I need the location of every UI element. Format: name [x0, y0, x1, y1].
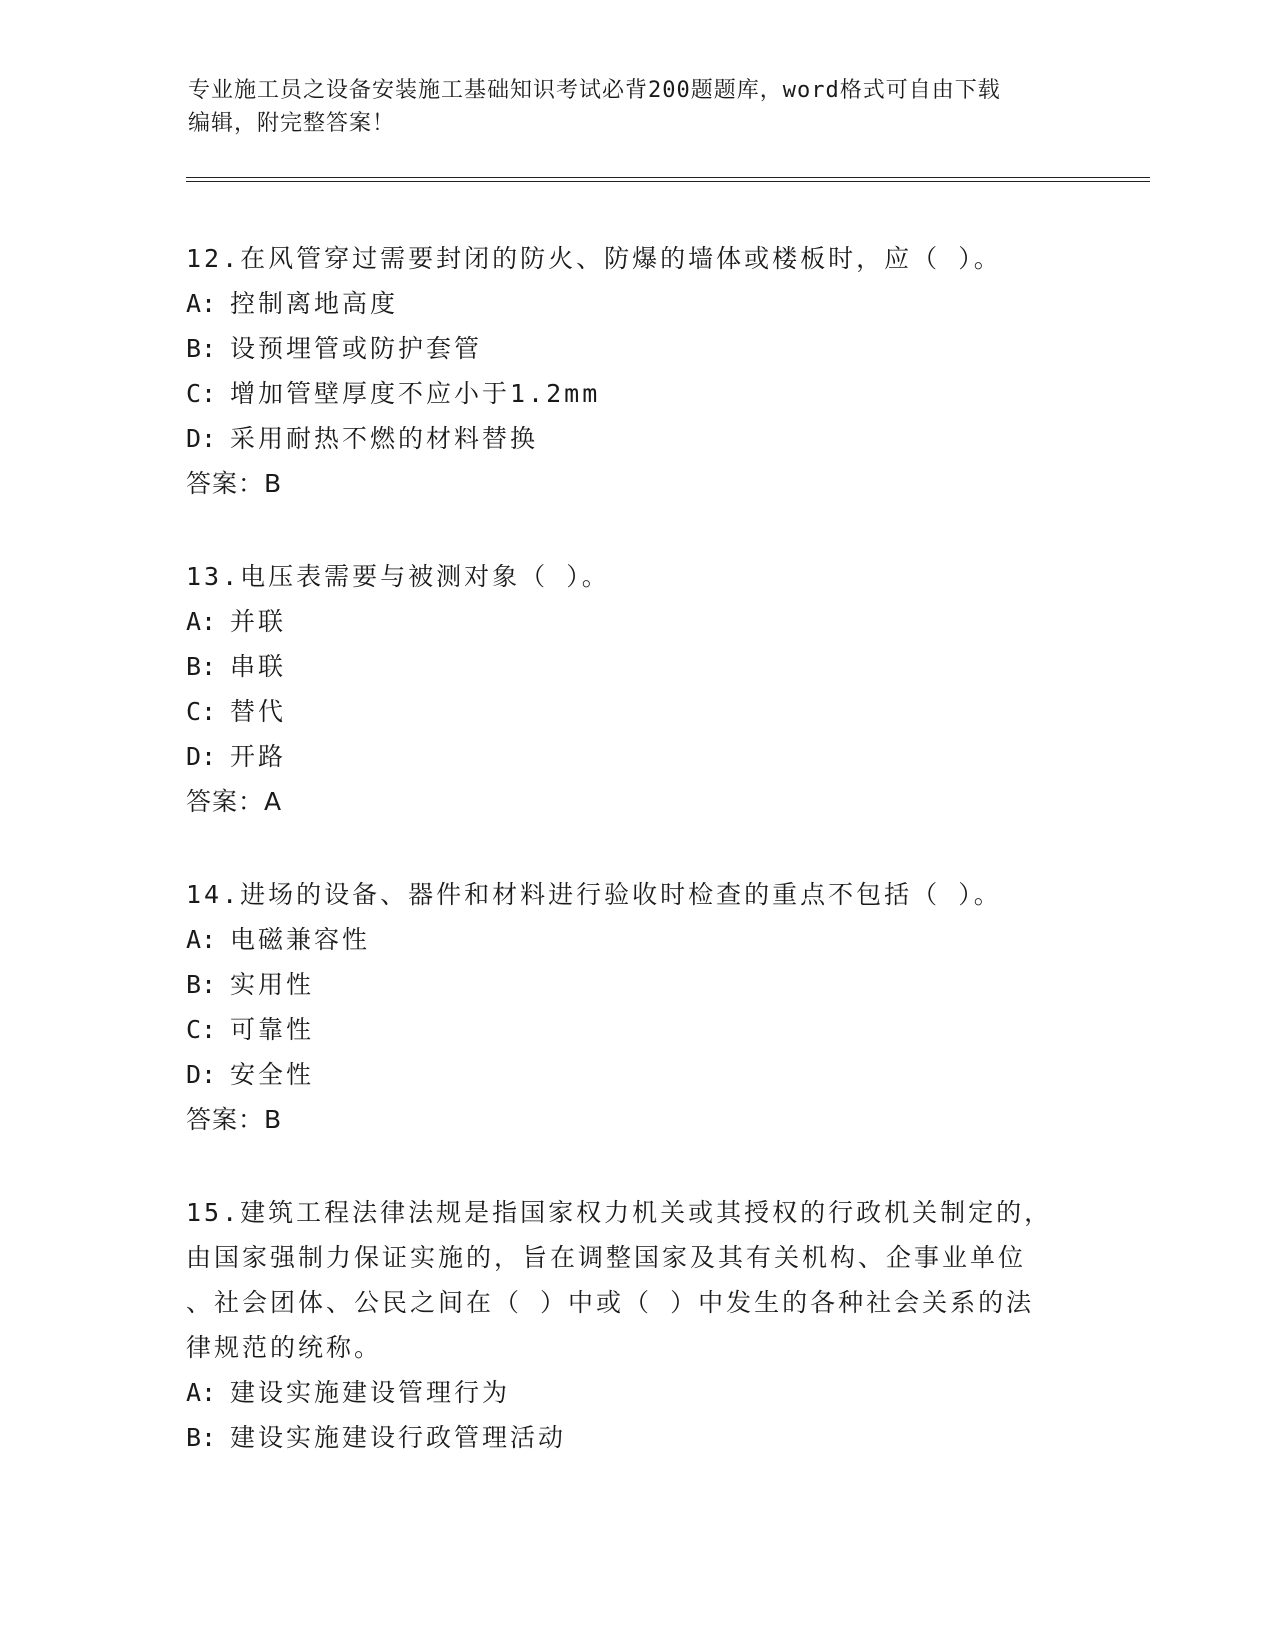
question-14 — [186, 872, 1086, 1142]
option-text: 并联 — [230, 607, 287, 636]
option-b — [186, 644, 1086, 689]
option-letter: D: — [186, 424, 217, 453]
option-letter: A: — [186, 289, 217, 318]
option-letter: A: — [186, 925, 217, 954]
option-letter: A: — [186, 1378, 217, 1407]
question-12 — [186, 236, 1086, 506]
question-stem-line: 律规范的统称。 — [186, 1333, 383, 1362]
question-stem-line: 、社会团体、公民之间在（ ）中或（ ）中发生的各种社会关系的法 — [186, 1288, 1035, 1317]
question-13 — [186, 554, 1086, 824]
option-letter: C: — [186, 379, 217, 408]
option-b — [186, 1415, 1086, 1460]
header-divider-bottom — [186, 181, 1150, 182]
option-text: 控制离地高度 — [230, 289, 399, 318]
option-c — [186, 1007, 1086, 1052]
option-letter: D: — [186, 1060, 217, 1089]
option-text: 电磁兼容性 — [230, 925, 371, 954]
option-c — [186, 689, 1086, 734]
option-letter: C: — [186, 1015, 217, 1044]
option-text: 替代 — [230, 697, 287, 726]
option-letter: D: — [186, 742, 217, 771]
option-letter: C: — [186, 697, 217, 726]
option-text: 建设实施建设管理行为 — [230, 1378, 511, 1407]
option-letter: A: — [186, 607, 217, 636]
question-stem: 12.在风管穿过需要封闭的防火、防爆的墙体或楼板时，应（ ）。 — [186, 244, 1002, 273]
option-text: 串联 — [230, 652, 287, 681]
answer-label: 答案：B — [186, 1105, 283, 1134]
header-line-2: 编辑，附完整答案！ — [188, 111, 396, 136]
option-d — [186, 416, 1086, 461]
option-a — [186, 917, 1086, 962]
question-stem: 14.进场的设备、器件和材料进行验收时检查的重点不包括（ ）。 — [186, 880, 1002, 909]
option-letter: B: — [186, 970, 217, 999]
option-d — [186, 734, 1086, 779]
question-15 — [186, 1190, 1086, 1460]
option-text: 可靠性 — [230, 1015, 315, 1044]
header-line-1: 专业施工员之设备安装施工基础知识考试必背200题题库，word格式可自由下载 — [188, 78, 1001, 103]
option-a — [186, 1370, 1086, 1415]
option-c — [186, 371, 1086, 416]
option-d — [186, 1052, 1086, 1097]
option-text: 增加管壁厚度不应小于1.2mm — [230, 379, 601, 408]
question-stem-line: 15.建筑工程法律法规是指国家权力机关或其授权的行政机关制定的， — [186, 1198, 1053, 1227]
answer-label: 答案：B — [186, 469, 283, 498]
option-letter: B: — [186, 334, 217, 363]
document-header — [188, 74, 1068, 140]
question-list — [186, 236, 1086, 1460]
option-a — [186, 281, 1086, 326]
option-b — [186, 326, 1086, 371]
answer-label: 答案：A — [186, 787, 283, 816]
question-stem-line: 由国家强制力保证实施的，旨在调整国家及其有关机构、企事业单位 — [186, 1243, 1027, 1272]
header-divider-top — [186, 177, 1150, 178]
option-a — [186, 599, 1086, 644]
option-b — [186, 962, 1086, 1007]
option-text: 安全性 — [230, 1060, 315, 1089]
option-text: 采用耐热不燃的材料替换 — [230, 424, 539, 453]
option-letter: B: — [186, 652, 217, 681]
question-stem: 13.电压表需要与被测对象（ ）。 — [186, 562, 610, 591]
option-text: 设预埋管或防护套管 — [230, 334, 483, 363]
option-letter: B: — [186, 1423, 217, 1452]
option-text: 建设实施建设行政管理活动 — [230, 1423, 567, 1452]
option-text: 实用性 — [230, 970, 315, 999]
option-text: 开路 — [230, 742, 287, 771]
